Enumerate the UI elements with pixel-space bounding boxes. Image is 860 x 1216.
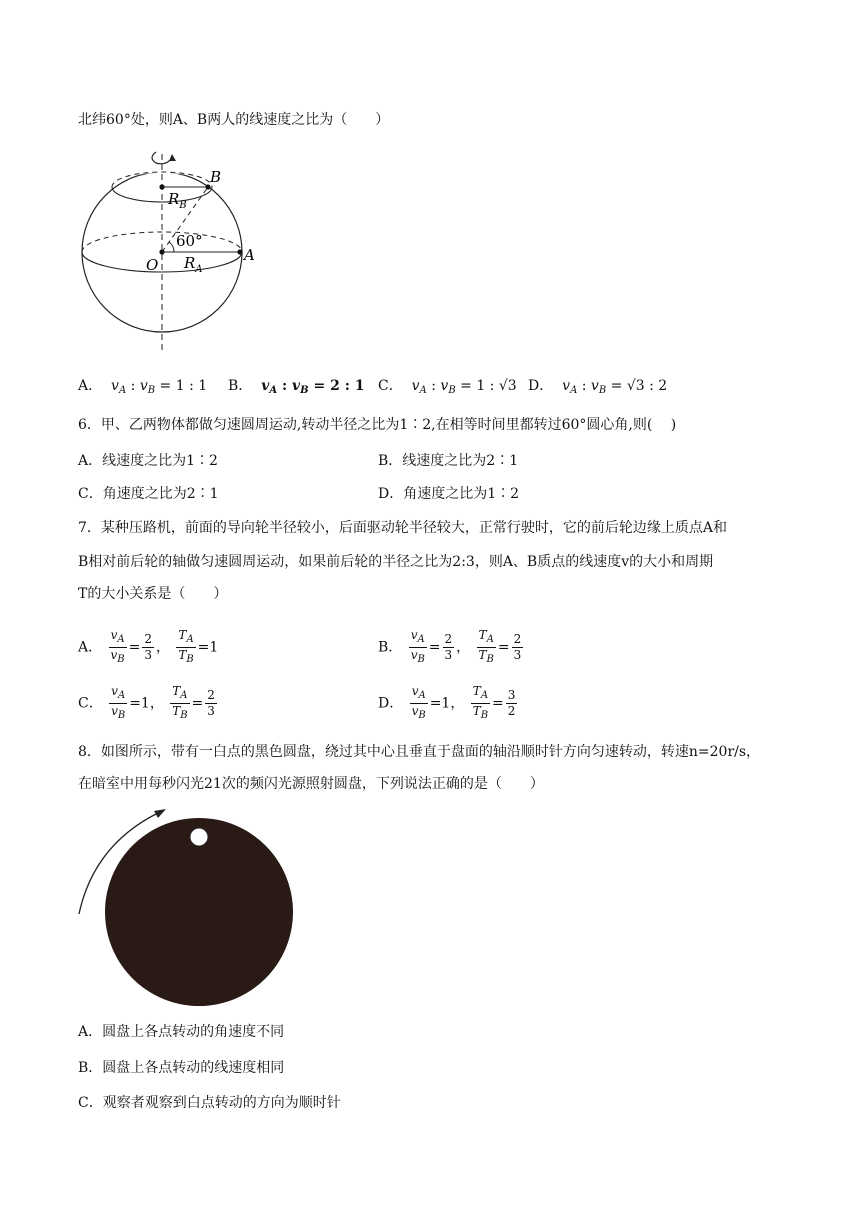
q7-line1: 7．某种压路机，前面的导向轮半径较小，后面驱动轮半径较大，正常行驶时，它的前后轮边缘上质点A和	[78, 520, 728, 536]
q6-option-d: D．角速度之比为1∶2	[378, 486, 520, 502]
label-b: B	[210, 168, 222, 186]
q7-option-d: D． $\frac{v_A}{v_B}$ =1， $\frac{T_A}{T_B}$ = $\frac{3}{2}$	[378, 684, 516, 721]
q6-option-b: B．线速度之比为2∶1	[378, 453, 519, 469]
q5-option-b: B． $v_A$ : $v_B = 2$ : 1	[228, 378, 365, 396]
q8-line2: 在暗室中用每秒闪光21次的频闪光源照射圆盘，下列说法正确的是（ ）	[78, 776, 544, 792]
label-a: A	[244, 246, 255, 264]
q8-option-a: A．圆盘上各点转动的角速度不同	[78, 1024, 285, 1040]
label-rb: R	[168, 190, 180, 208]
q7-line2: B相对前后轮的轴做匀速圆周运动，如果前后轮的半径之比为2:3，则A、B质点的线速度v的大小和周期	[78, 554, 714, 570]
q7-option-b: B． $\frac{v_A}{v_B}$ = $\frac{2}{3}$ ， $\frac{T_A}{T_B}$ = $\frac{2}{3}$	[378, 628, 522, 665]
q5-stem: 北纬60°处，则A、B两人的线速度之比为（ ）	[78, 112, 390, 128]
q5-option-c: C． $v_A$ : $v_B = 1$ : √3	[378, 378, 517, 396]
q6-option-c: C．角速度之比为2∶1	[78, 486, 219, 502]
q7-option-a: A． $\frac{v_A}{v_B}$ = $\frac{2}{3}$ ， $\frac{T_A}{T_B}$ =1	[78, 628, 219, 665]
label-ra-sub: A	[195, 264, 203, 275]
q5-option-a: A． $v_A$ : $v_B = 1$ : 1	[78, 378, 208, 396]
q6-stem: 6．甲、乙两物体都做匀速圆周运动,转动半径之比为1∶2,在相等时间里都转过60°圆心角,则( )	[78, 417, 677, 433]
svg-text:RB	[167, 190, 187, 211]
svg-text:RA	[183, 254, 203, 275]
disk-figure	[76, 806, 306, 1010]
q8-option-c: C．观察者观察到白点转动的方向为顺时针	[78, 1095, 341, 1111]
q8-line1: 8．如图所示，带有一白点的黑色圆盘，绕过其中心且垂直于盘面的轴沿顺时针方向匀速转动，转速n=20r/s，	[78, 744, 761, 760]
label-o: O	[146, 256, 159, 274]
q7-option-c: C． $\frac{v_A}{v_B}$ =1， $\frac{T_A}{T_B}$ = $\frac{2}{3}$	[78, 684, 215, 721]
q7-line3: T的大小关系是（ ）	[78, 586, 228, 602]
label-rb-sub: B	[179, 200, 187, 211]
label-angle: 60°	[176, 232, 203, 250]
q6-option-a: A．线速度之比为1∶2	[78, 453, 218, 469]
q5-option-d: D． $v_A$ : $v_B = √3$ : 2	[528, 378, 668, 396]
sphere-figure	[76, 144, 266, 354]
q8-option-b: B．圆盘上各点转动的线速度相同	[78, 1060, 285, 1076]
white-dot	[190, 828, 208, 846]
label-ra: R	[184, 254, 196, 272]
